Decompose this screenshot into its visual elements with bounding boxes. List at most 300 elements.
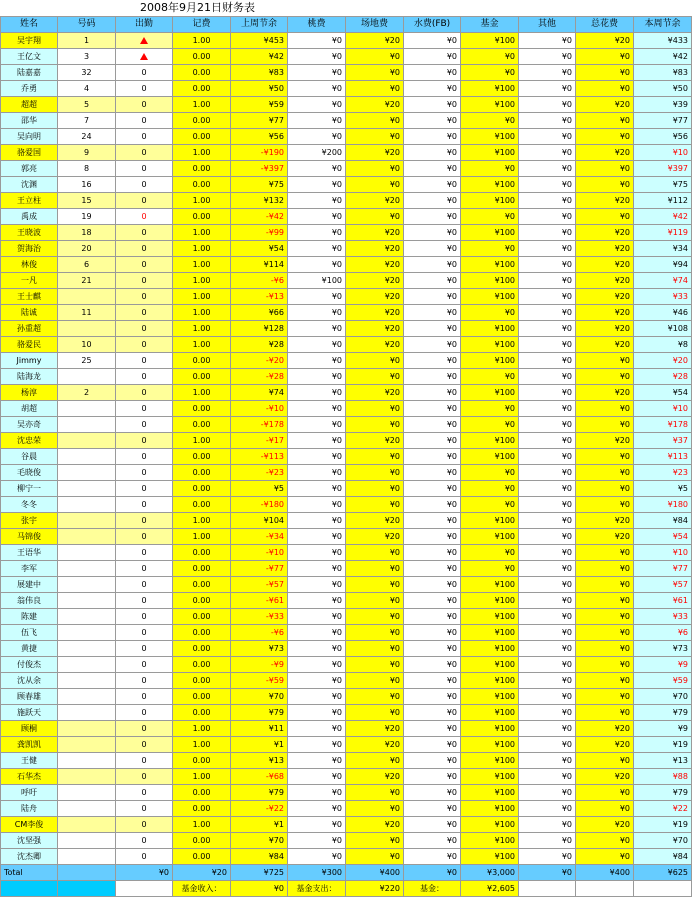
cell-name[interactable]: 王健	[1, 753, 58, 769]
cell-ball-fee[interactable]: ¥0	[288, 465, 346, 481]
cell-ball-fee[interactable]: ¥0	[288, 705, 346, 721]
cell-ball-fee[interactable]: ¥0	[288, 689, 346, 705]
cell-water-fee[interactable]: ¥0	[404, 385, 461, 401]
cell-total-spend[interactable]: ¥0	[576, 81, 634, 97]
cell-other[interactable]: ¥0	[519, 241, 576, 257]
cell-ball-fee[interactable]: ¥0	[288, 177, 346, 193]
summary-empty-cell[interactable]	[58, 881, 116, 897]
cell-field-fee[interactable]: ¥0	[346, 689, 404, 705]
cell-field-fee[interactable]: ¥20	[346, 305, 404, 321]
cell-ball-fee[interactable]: ¥0	[288, 769, 346, 785]
cell-charge[interactable]: 1.00	[173, 721, 231, 737]
cell-field-fee[interactable]: ¥0	[346, 801, 404, 817]
cell-attendance[interactable]: 0	[116, 833, 173, 849]
cell-attendance[interactable]: 0	[116, 689, 173, 705]
cell-total-spend[interactable]: ¥0	[576, 465, 634, 481]
cell-fund[interactable]: ¥0	[461, 369, 519, 385]
cell-water-fee[interactable]: ¥0	[404, 353, 461, 369]
cell-fund[interactable]: ¥100	[461, 529, 519, 545]
cell-this-week-balance[interactable]: ¥79	[634, 785, 692, 801]
cell-other[interactable]: ¥0	[519, 561, 576, 577]
cell-attendance[interactable]: 0	[116, 321, 173, 337]
cell-ball-fee[interactable]: ¥0	[288, 225, 346, 241]
cell-number[interactable]	[58, 737, 116, 753]
cell-name[interactable]: 孙重超	[1, 321, 58, 337]
cell-total-spend[interactable]: ¥20	[576, 321, 634, 337]
cell-this-week-balance[interactable]: ¥13	[634, 753, 692, 769]
cell-ball-fee[interactable]: ¥0	[288, 385, 346, 401]
cell-this-week-balance[interactable]: ¥42	[634, 209, 692, 225]
cell-field-fee[interactable]: ¥0	[346, 353, 404, 369]
cell-water-fee[interactable]: ¥0	[404, 689, 461, 705]
cell-ball-fee[interactable]: ¥0	[288, 241, 346, 257]
cell-water-fee[interactable]: ¥0	[404, 401, 461, 417]
cell-ball-fee[interactable]: ¥0	[288, 609, 346, 625]
cell-water-fee[interactable]: ¥0	[404, 177, 461, 193]
cell-this-week-balance[interactable]: ¥39	[634, 97, 692, 113]
cell-water-fee[interactable]: ¥0	[404, 225, 461, 241]
cell-attendance[interactable]: 0	[116, 177, 173, 193]
cell-number[interactable]: 6	[58, 257, 116, 273]
cell-last-week-balance[interactable]: ¥54	[231, 241, 288, 257]
cell-number[interactable]	[58, 753, 116, 769]
cell-other[interactable]: ¥0	[519, 849, 576, 865]
cell-last-week-balance[interactable]: -¥6	[231, 273, 288, 289]
cell-name[interactable]: 龚凯凯	[1, 737, 58, 753]
cell-charge[interactable]: 1.00	[173, 529, 231, 545]
cell-charge[interactable]: 1.00	[173, 145, 231, 161]
cell-water-fee[interactable]: ¥0	[404, 433, 461, 449]
cell-number[interactable]: 25	[58, 353, 116, 369]
cell-number[interactable]	[58, 705, 116, 721]
cell-last-week-balance[interactable]: -¥61	[231, 593, 288, 609]
cell-total-spend[interactable]: ¥20	[576, 769, 634, 785]
cell-number[interactable]	[58, 321, 116, 337]
cell-other[interactable]: ¥0	[519, 97, 576, 113]
cell-this-week-balance[interactable]: ¥46	[634, 305, 692, 321]
cell-field-fee[interactable]: ¥20	[346, 145, 404, 161]
cell-total-spend[interactable]: ¥20	[576, 241, 634, 257]
cell-fund[interactable]: ¥100	[461, 225, 519, 241]
cell-total-spend[interactable]: ¥0	[576, 849, 634, 865]
cell-last-week-balance[interactable]: ¥1	[231, 737, 288, 753]
cell-field-fee[interactable]: ¥0	[346, 417, 404, 433]
cell-ball-fee[interactable]: ¥0	[288, 305, 346, 321]
cell-total-spend[interactable]: ¥0	[576, 673, 634, 689]
cell-ball-fee[interactable]: ¥0	[288, 657, 346, 673]
cell-attendance[interactable]: 0	[116, 113, 173, 129]
cell-ball-fee[interactable]: ¥0	[288, 545, 346, 561]
cell-number[interactable]: 9	[58, 145, 116, 161]
cell-name[interactable]: 邵华	[1, 113, 58, 129]
cell-number[interactable]: 21	[58, 273, 116, 289]
cell-charge[interactable]: 0.00	[173, 689, 231, 705]
cell-other[interactable]: ¥0	[519, 129, 576, 145]
cell-this-week-balance[interactable]: ¥74	[634, 273, 692, 289]
cell-fund[interactable]: ¥0	[461, 65, 519, 81]
cell-charge[interactable]: 0.00	[173, 545, 231, 561]
cell-fund[interactable]: ¥100	[461, 689, 519, 705]
cell-total-spend[interactable]: ¥0	[576, 545, 634, 561]
cell-field-fee[interactable]: ¥0	[346, 705, 404, 721]
cell-this-week-balance[interactable]: ¥88	[634, 769, 692, 785]
cell-field-fee[interactable]: ¥0	[346, 177, 404, 193]
cell-last-week-balance[interactable]: ¥70	[231, 833, 288, 849]
cell-total-spend[interactable]: ¥20	[576, 97, 634, 113]
cell-charge[interactable]: 0.00	[173, 113, 231, 129]
cell-name[interactable]: 顾桐	[1, 721, 58, 737]
cell-name[interactable]: 施跃天	[1, 705, 58, 721]
cell-attendance[interactable]: 0	[116, 753, 173, 769]
cell-field-fee[interactable]: ¥0	[346, 609, 404, 625]
cell-other[interactable]: ¥0	[519, 497, 576, 513]
cell-attendance[interactable]: 0	[116, 641, 173, 657]
cell-attendance[interactable]: 0	[116, 609, 173, 625]
cell-charge[interactable]: 1.00	[173, 769, 231, 785]
cell-number[interactable]: 4	[58, 81, 116, 97]
summary-empty-cell[interactable]	[519, 881, 576, 897]
cell-last-week-balance[interactable]: ¥59	[231, 97, 288, 113]
cell-this-week-balance[interactable]: ¥42	[634, 49, 692, 65]
cell-ball-fee[interactable]: ¥0	[288, 417, 346, 433]
cell-fund[interactable]: ¥100	[461, 337, 519, 353]
cell-water-fee[interactable]: ¥0	[404, 833, 461, 849]
cell-attendance[interactable]: 0	[116, 465, 173, 481]
header-this-week-balance[interactable]: 本周节余	[634, 17, 692, 33]
cell-charge[interactable]: 1.00	[173, 97, 231, 113]
total-cell[interactable]: ¥0	[116, 865, 173, 881]
cell-field-fee[interactable]: ¥0	[346, 113, 404, 129]
cell-ball-fee[interactable]: ¥0	[288, 97, 346, 113]
cell-this-week-balance[interactable]: ¥9	[634, 721, 692, 737]
cell-ball-fee[interactable]: ¥0	[288, 785, 346, 801]
cell-total-spend[interactable]: ¥20	[576, 257, 634, 273]
cell-attendance[interactable]: 0	[116, 81, 173, 97]
cell-total-spend[interactable]: ¥0	[576, 65, 634, 81]
cell-total-spend[interactable]: ¥20	[576, 193, 634, 209]
cell-this-week-balance[interactable]: ¥77	[634, 561, 692, 577]
cell-charge[interactable]: 0.00	[173, 625, 231, 641]
cell-fund[interactable]: ¥0	[461, 561, 519, 577]
cell-name[interactable]: 骆爱民	[1, 337, 58, 353]
cell-charge[interactable]: 0.00	[173, 481, 231, 497]
cell-number[interactable]: 3	[58, 49, 116, 65]
cell-this-week-balance[interactable]: ¥37	[634, 433, 692, 449]
cell-number[interactable]	[58, 545, 116, 561]
cell-this-week-balance[interactable]: ¥433	[634, 33, 692, 49]
cell-name[interactable]: 吴向明	[1, 129, 58, 145]
cell-ball-fee[interactable]: ¥0	[288, 257, 346, 273]
cell-charge[interactable]: 0.00	[173, 641, 231, 657]
cell-fund[interactable]: ¥100	[461, 321, 519, 337]
cell-name[interactable]: 沈忠荣	[1, 433, 58, 449]
cell-total-spend[interactable]: ¥0	[576, 641, 634, 657]
cell-this-week-balance[interactable]: ¥397	[634, 161, 692, 177]
cell-charge[interactable]: 1.00	[173, 337, 231, 353]
cell-number[interactable]	[58, 577, 116, 593]
cell-last-week-balance[interactable]: -¥17	[231, 433, 288, 449]
cell-other[interactable]: ¥0	[519, 49, 576, 65]
cell-total-spend[interactable]: ¥0	[576, 689, 634, 705]
cell-water-fee[interactable]: ¥0	[404, 321, 461, 337]
cell-field-fee[interactable]: ¥0	[346, 785, 404, 801]
cell-water-fee[interactable]: ¥0	[404, 721, 461, 737]
cell-attendance[interactable]	[116, 33, 173, 49]
cell-name[interactable]: 杨淳	[1, 385, 58, 401]
cell-last-week-balance[interactable]: ¥28	[231, 337, 288, 353]
cell-last-week-balance[interactable]: -¥22	[231, 801, 288, 817]
cell-other[interactable]: ¥0	[519, 193, 576, 209]
cell-field-fee[interactable]: ¥0	[346, 129, 404, 145]
cell-name[interactable]: 石华杰	[1, 769, 58, 785]
cell-this-week-balance[interactable]: ¥77	[634, 113, 692, 129]
cell-total-spend[interactable]: ¥20	[576, 337, 634, 353]
cell-attendance[interactable]: 0	[116, 401, 173, 417]
cell-fund[interactable]: ¥100	[461, 33, 519, 49]
fund-expense-label[interactable]: 基金支出：	[288, 881, 346, 897]
cell-fund[interactable]: ¥100	[461, 593, 519, 609]
cell-name[interactable]: 王晓波	[1, 225, 58, 241]
cell-number[interactable]	[58, 609, 116, 625]
cell-water-fee[interactable]: ¥0	[404, 209, 461, 225]
cell-this-week-balance[interactable]: ¥28	[634, 369, 692, 385]
cell-other[interactable]: ¥0	[519, 257, 576, 273]
cell-other[interactable]: ¥0	[519, 673, 576, 689]
cell-this-week-balance[interactable]: ¥10	[634, 145, 692, 161]
cell-water-fee[interactable]: ¥0	[404, 513, 461, 529]
cell-total-spend[interactable]: ¥0	[576, 801, 634, 817]
cell-fund[interactable]: ¥100	[461, 705, 519, 721]
cell-name[interactable]: CM李俊	[1, 817, 58, 833]
cell-charge[interactable]: 0.00	[173, 129, 231, 145]
cell-water-fee[interactable]: ¥0	[404, 417, 461, 433]
cell-number[interactable]	[58, 433, 116, 449]
cell-this-week-balance[interactable]: ¥56	[634, 129, 692, 145]
cell-fund[interactable]: ¥0	[461, 497, 519, 513]
cell-field-fee[interactable]: ¥0	[346, 577, 404, 593]
cell-ball-fee[interactable]: ¥0	[288, 497, 346, 513]
cell-fund[interactable]: ¥100	[461, 785, 519, 801]
cell-ball-fee[interactable]: ¥0	[288, 209, 346, 225]
cell-fund[interactable]: ¥100	[461, 657, 519, 673]
cell-name[interactable]: 乔勇	[1, 81, 58, 97]
cell-attendance[interactable]: 0	[116, 161, 173, 177]
cell-number[interactable]	[58, 801, 116, 817]
cell-name[interactable]: 王语华	[1, 545, 58, 561]
cell-this-week-balance[interactable]: ¥54	[634, 385, 692, 401]
cell-field-fee[interactable]: ¥0	[346, 593, 404, 609]
cell-this-week-balance[interactable]: ¥22	[634, 801, 692, 817]
cell-last-week-balance[interactable]: -¥20	[231, 353, 288, 369]
cell-ball-fee[interactable]: ¥0	[288, 289, 346, 305]
cell-water-fee[interactable]: ¥0	[404, 497, 461, 513]
cell-last-week-balance[interactable]: -¥9	[231, 657, 288, 673]
cell-name[interactable]: 超超	[1, 97, 58, 113]
cell-this-week-balance[interactable]: ¥20	[634, 353, 692, 369]
cell-charge[interactable]: 1.00	[173, 33, 231, 49]
cell-this-week-balance[interactable]: ¥119	[634, 225, 692, 241]
cell-attendance[interactable]: 0	[116, 513, 173, 529]
cell-field-fee[interactable]: ¥20	[346, 257, 404, 273]
cell-attendance[interactable]: 0	[116, 705, 173, 721]
cell-other[interactable]: ¥0	[519, 273, 576, 289]
cell-attendance[interactable]: 0	[116, 657, 173, 673]
cell-name[interactable]: 张宇	[1, 513, 58, 529]
cell-fund[interactable]: ¥100	[461, 641, 519, 657]
cell-number[interactable]	[58, 849, 116, 865]
cell-name[interactable]: 翁伟良	[1, 593, 58, 609]
cell-name[interactable]: 王立柱	[1, 193, 58, 209]
cell-name[interactable]: 付俊杰	[1, 657, 58, 673]
cell-attendance[interactable]: 0	[116, 145, 173, 161]
cell-charge[interactable]: 1.00	[173, 817, 231, 833]
cell-field-fee[interactable]: ¥20	[346, 769, 404, 785]
cell-charge[interactable]: 0.00	[173, 353, 231, 369]
total-cell[interactable]: ¥400	[346, 865, 404, 881]
cell-this-week-balance[interactable]: ¥73	[634, 641, 692, 657]
cell-last-week-balance[interactable]: ¥13	[231, 753, 288, 769]
cell-attendance[interactable]: 0	[116, 129, 173, 145]
cell-other[interactable]: ¥0	[519, 369, 576, 385]
cell-water-fee[interactable]: ¥0	[404, 737, 461, 753]
cell-fund[interactable]: ¥0	[461, 113, 519, 129]
cell-attendance[interactable]: 0	[116, 593, 173, 609]
cell-this-week-balance[interactable]: ¥70	[634, 833, 692, 849]
cell-ball-fee[interactable]: ¥0	[288, 481, 346, 497]
total-cell[interactable]: ¥625	[634, 865, 692, 881]
cell-number[interactable]: 15	[58, 193, 116, 209]
cell-total-spend[interactable]: ¥20	[576, 273, 634, 289]
cell-last-week-balance[interactable]: ¥56	[231, 129, 288, 145]
cell-last-week-balance[interactable]: -¥59	[231, 673, 288, 689]
cell-charge[interactable]: 0.00	[173, 593, 231, 609]
cell-other[interactable]: ¥0	[519, 465, 576, 481]
header-charge[interactable]: 记费	[173, 17, 231, 33]
cell-ball-fee[interactable]: ¥0	[288, 49, 346, 65]
cell-number[interactable]: 18	[58, 225, 116, 241]
fund-label[interactable]: 基金：	[404, 881, 461, 897]
cell-name[interactable]: 禹成	[1, 209, 58, 225]
cell-field-fee[interactable]: ¥20	[346, 321, 404, 337]
cell-ball-fee[interactable]: ¥0	[288, 529, 346, 545]
cell-total-spend[interactable]: ¥0	[576, 417, 634, 433]
cell-other[interactable]: ¥0	[519, 721, 576, 737]
cell-number[interactable]: 8	[58, 161, 116, 177]
cell-total-spend[interactable]: ¥20	[576, 433, 634, 449]
cell-ball-fee[interactable]: ¥0	[288, 737, 346, 753]
cell-this-week-balance[interactable]: ¥10	[634, 545, 692, 561]
cell-number[interactable]	[58, 625, 116, 641]
cell-this-week-balance[interactable]: ¥9	[634, 657, 692, 673]
cell-charge[interactable]: 1.00	[173, 193, 231, 209]
cell-last-week-balance[interactable]: ¥70	[231, 689, 288, 705]
cell-this-week-balance[interactable]: ¥70	[634, 689, 692, 705]
cell-name[interactable]: 黄捷	[1, 641, 58, 657]
cell-last-week-balance[interactable]: ¥73	[231, 641, 288, 657]
cell-total-spend[interactable]: ¥0	[576, 369, 634, 385]
cell-water-fee[interactable]: ¥0	[404, 305, 461, 321]
cell-number[interactable]	[58, 689, 116, 705]
cell-water-fee[interactable]: ¥0	[404, 801, 461, 817]
cell-number[interactable]	[58, 673, 116, 689]
cell-number[interactable]	[58, 593, 116, 609]
cell-ball-fee[interactable]: ¥100	[288, 273, 346, 289]
cell-last-week-balance[interactable]: -¥10	[231, 401, 288, 417]
cell-total-spend[interactable]: ¥0	[576, 353, 634, 369]
cell-other[interactable]: ¥0	[519, 753, 576, 769]
cell-charge[interactable]: 0.00	[173, 785, 231, 801]
cell-attendance[interactable]: 0	[116, 65, 173, 81]
cell-last-week-balance[interactable]: ¥42	[231, 49, 288, 65]
cell-fund[interactable]: ¥100	[461, 385, 519, 401]
cell-last-week-balance[interactable]: -¥42	[231, 209, 288, 225]
cell-name[interactable]: 陆嘉嘉	[1, 65, 58, 81]
header-number[interactable]: 号码	[58, 17, 116, 33]
cell-ball-fee[interactable]: ¥0	[288, 337, 346, 353]
cell-water-fee[interactable]: ¥0	[404, 817, 461, 833]
cell-other[interactable]: ¥0	[519, 657, 576, 673]
cell-total-spend[interactable]: ¥0	[576, 177, 634, 193]
header-last-week-balance[interactable]: 上周节余	[231, 17, 288, 33]
cell-this-week-balance[interactable]: ¥23	[634, 465, 692, 481]
summary-empty-cell[interactable]	[634, 881, 692, 897]
cell-this-week-balance[interactable]: ¥34	[634, 241, 692, 257]
cell-field-fee[interactable]: ¥20	[346, 97, 404, 113]
cell-attendance[interactable]: 0	[116, 721, 173, 737]
total-cell[interactable]: ¥20	[173, 865, 231, 881]
cell-field-fee[interactable]: ¥0	[346, 65, 404, 81]
cell-fund[interactable]: ¥100	[461, 257, 519, 273]
cell-attendance[interactable]: 0	[116, 353, 173, 369]
cell-this-week-balance[interactable]: ¥54	[634, 529, 692, 545]
cell-ball-fee[interactable]: ¥0	[288, 577, 346, 593]
cell-last-week-balance[interactable]: -¥57	[231, 577, 288, 593]
cell-field-fee[interactable]: ¥0	[346, 625, 404, 641]
cell-charge[interactable]: 0.00	[173, 577, 231, 593]
cell-last-week-balance[interactable]: -¥180	[231, 497, 288, 513]
cell-field-fee[interactable]: ¥20	[346, 241, 404, 257]
cell-water-fee[interactable]: ¥0	[404, 97, 461, 113]
cell-ball-fee[interactable]: ¥0	[288, 65, 346, 81]
cell-field-fee[interactable]: ¥0	[346, 401, 404, 417]
cell-field-fee[interactable]: ¥0	[346, 369, 404, 385]
cell-other[interactable]: ¥0	[519, 305, 576, 321]
cell-water-fee[interactable]: ¥0	[404, 609, 461, 625]
total-cell[interactable]	[58, 865, 116, 881]
cell-field-fee[interactable]: ¥20	[346, 225, 404, 241]
cell-this-week-balance[interactable]: ¥75	[634, 177, 692, 193]
cell-last-week-balance[interactable]: ¥453	[231, 33, 288, 49]
cell-charge[interactable]: 1.00	[173, 513, 231, 529]
cell-attendance[interactable]: 0	[116, 785, 173, 801]
cell-number[interactable]	[58, 481, 116, 497]
cell-this-week-balance[interactable]: ¥19	[634, 737, 692, 753]
cell-charge[interactable]: 0.00	[173, 65, 231, 81]
cell-fund[interactable]: ¥100	[461, 609, 519, 625]
cell-attendance[interactable]: 0	[116, 497, 173, 513]
cell-total-spend[interactable]: ¥20	[576, 225, 634, 241]
cell-last-week-balance[interactable]: ¥128	[231, 321, 288, 337]
cell-attendance[interactable]: 0	[116, 529, 173, 545]
cell-number[interactable]: 16	[58, 177, 116, 193]
cell-total-spend[interactable]: ¥0	[576, 49, 634, 65]
cell-charge[interactable]: 1.00	[173, 321, 231, 337]
cell-other[interactable]: ¥0	[519, 289, 576, 305]
cell-name[interactable]: 谷晨	[1, 449, 58, 465]
cell-name[interactable]: 展建中	[1, 577, 58, 593]
cell-ball-fee[interactable]: ¥0	[288, 753, 346, 769]
cell-other[interactable]: ¥0	[519, 433, 576, 449]
